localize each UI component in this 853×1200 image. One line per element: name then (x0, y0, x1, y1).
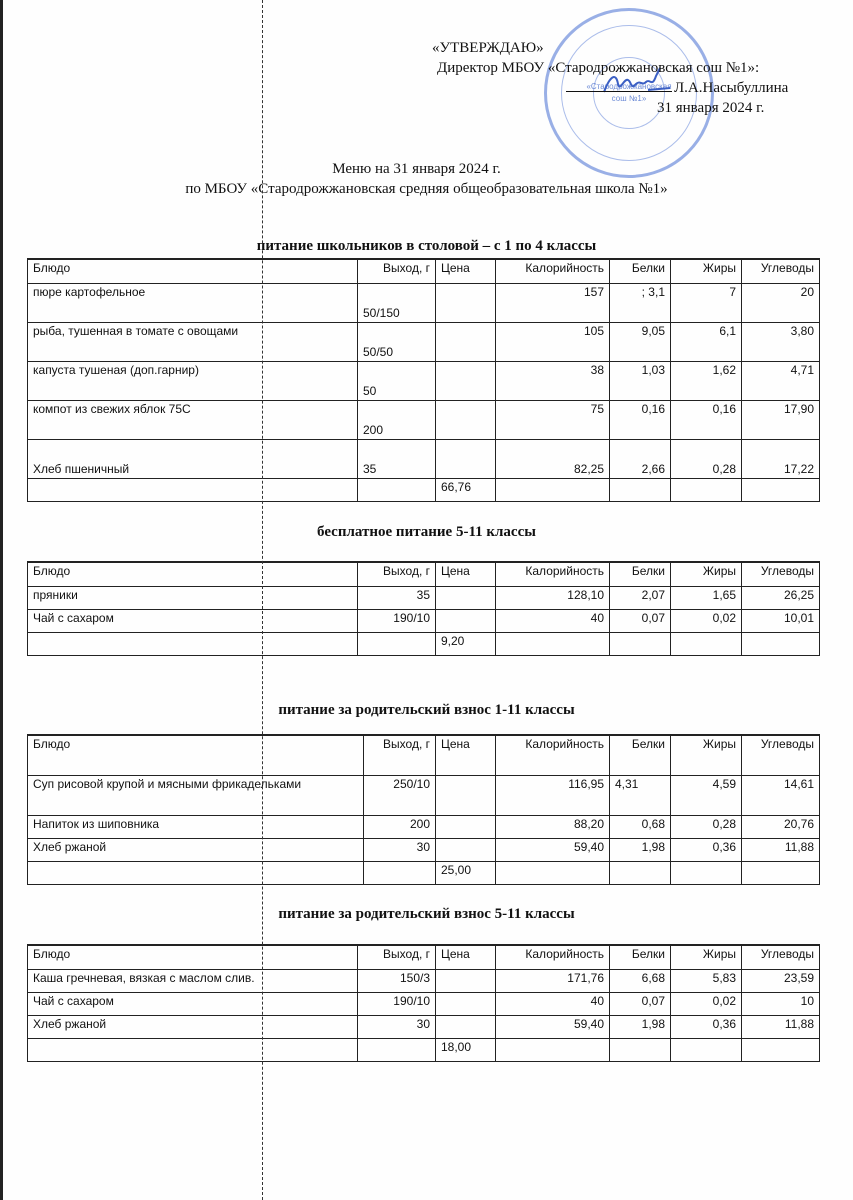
dish: капуста тушеная (доп.гарнир) (28, 361, 358, 400)
yield: 250/10 (364, 775, 436, 815)
col-protein: Белки (610, 562, 671, 586)
yield: 50 (358, 361, 436, 400)
dish: Каша гречневая, вязкая с маслом слив. (28, 969, 358, 992)
price (436, 322, 496, 361)
dish: Хлеб пшеничный (28, 439, 358, 478)
col-yield: Выход, г (358, 945, 436, 969)
table-row (28, 815, 820, 838)
menu-table-1-4-classes (27, 258, 820, 502)
empty-cell (671, 1038, 742, 1061)
dish: рыба, тушенная в томате с овощами (28, 322, 358, 361)
fat: 0,16 (671, 400, 742, 439)
kcal: 128,10 (496, 586, 610, 609)
table-row (28, 361, 820, 400)
carbs: 11,88 (742, 1015, 820, 1038)
col-carbs: Углеводы (742, 259, 820, 283)
empty-cell (496, 1038, 610, 1061)
price (436, 609, 496, 632)
empty-cell (358, 1038, 436, 1061)
empty-cell (496, 632, 610, 655)
col-yield: Выход, г (358, 259, 436, 283)
price (436, 992, 496, 1015)
menu-table-free-5-11 (27, 561, 820, 656)
col-fat: Жиры (671, 562, 742, 586)
fat: 0,02 (671, 992, 742, 1015)
protein: 0,68 (610, 815, 671, 838)
empty-cell (742, 632, 820, 655)
empty-cell (28, 861, 364, 884)
yield: 50/150 (358, 283, 436, 322)
col-kcal: Калорийность (496, 735, 610, 775)
empty-cell (496, 478, 610, 501)
dish: Хлеб ржаной (28, 1015, 358, 1038)
fat: 4,59 (671, 775, 742, 815)
document-subtitle: по МБОУ «Стародрожжановская средняя общеобразовательная школа №1» (185, 181, 668, 197)
protein: 1,98 (610, 1015, 671, 1038)
col-carbs: Углеводы (742, 945, 820, 969)
carbs: 23,59 (742, 969, 820, 992)
dish: пряники (28, 586, 358, 609)
signatory-name: Л.А.Насыбуллина (674, 80, 789, 96)
col-yield: Выход, г (364, 735, 436, 775)
yield: 200 (364, 815, 436, 838)
col-fat: Жиры (671, 259, 742, 283)
kcal: 105 (496, 322, 610, 361)
section-title: питание за родительский взнос 1-11 классы (278, 702, 575, 718)
yield: 150/3 (358, 969, 436, 992)
dish: Чай с сахаром (28, 992, 358, 1015)
protein: 0,07 (610, 609, 671, 632)
protein: 2,07 (610, 586, 671, 609)
menu-table-parents-5-11 (27, 944, 820, 1062)
empty-cell (364, 861, 436, 884)
total-price: 25,00 (436, 861, 496, 884)
yield: 30 (364, 838, 436, 861)
price (436, 400, 496, 439)
col-dish: Блюдо (28, 562, 358, 586)
col-price: Цена (436, 735, 496, 775)
fat: 5,83 (671, 969, 742, 992)
table-row (28, 775, 820, 815)
price (436, 1015, 496, 1038)
col-price: Цена (436, 945, 496, 969)
yield: 35 (358, 586, 436, 609)
table-row (28, 283, 820, 322)
dish: Напиток из шиповника (28, 815, 364, 838)
yield: 35 (358, 439, 436, 478)
col-protein: Белки (610, 945, 671, 969)
empty-cell (671, 861, 742, 884)
total-row (28, 1038, 820, 1061)
protein: 9,05 (610, 322, 671, 361)
protein: 1,98 (610, 838, 671, 861)
empty-cell (610, 632, 671, 655)
carbs: 4,71 (742, 361, 820, 400)
col-price: Цена (436, 562, 496, 586)
protein: ; 3,1 (610, 283, 671, 322)
price (436, 283, 496, 322)
table-row (28, 400, 820, 439)
total-row (28, 861, 820, 884)
section-title: бесплатное питание 5-11 классы (317, 524, 536, 540)
protein: 6,68 (610, 969, 671, 992)
kcal: 59,40 (496, 838, 610, 861)
col-dish: Блюдо (28, 259, 358, 283)
fat: 0,36 (671, 838, 742, 861)
table-row (28, 1015, 820, 1038)
col-kcal: Калорийность (496, 562, 610, 586)
kcal: 116,95 (496, 775, 610, 815)
total-price: 18,00 (436, 1038, 496, 1061)
fat: 0,28 (671, 815, 742, 838)
col-dish: Блюдо (28, 945, 358, 969)
empty-cell (742, 1038, 820, 1061)
scan-fold-line (262, 0, 263, 1200)
yield: 190/10 (358, 992, 436, 1015)
table-row (28, 838, 820, 861)
empty-cell (358, 478, 436, 501)
carbs: 26,25 (742, 586, 820, 609)
protein: 1,03 (610, 361, 671, 400)
table-header (28, 259, 820, 283)
approval-heading: «УТВЕРЖДАЮ» (432, 40, 544, 56)
kcal: 40 (496, 609, 610, 632)
col-fat: Жиры (671, 735, 742, 775)
carbs: 20 (742, 283, 820, 322)
yield: 200 (358, 400, 436, 439)
yield: 30 (358, 1015, 436, 1038)
carbs: 17,90 (742, 400, 820, 439)
kcal: 157 (496, 283, 610, 322)
carbs: 17,22 (742, 439, 820, 478)
empty-cell (28, 1038, 358, 1061)
kcal: 40 (496, 992, 610, 1015)
empty-cell (496, 861, 610, 884)
approval-date: 31 января 2024 г. (657, 100, 765, 116)
carbs: 11,88 (742, 838, 820, 861)
protein: 0,16 (610, 400, 671, 439)
scan-edge (0, 0, 3, 1200)
col-dish: Блюдо (28, 735, 364, 775)
col-carbs: Углеводы (742, 735, 820, 775)
price (436, 586, 496, 609)
empty-cell (742, 478, 820, 501)
table-row (28, 322, 820, 361)
carbs: 10 (742, 992, 820, 1015)
total-row (28, 478, 820, 501)
empty-cell (28, 632, 358, 655)
table-row (28, 609, 820, 632)
protein: 2,66 (610, 439, 671, 478)
price (436, 439, 496, 478)
table-row (28, 586, 820, 609)
fat: 6,1 (671, 322, 742, 361)
section-title: питание за родительский взнос 5-11 классы (278, 906, 575, 922)
stamp-text-line2: сош №1» (611, 94, 647, 103)
kcal: 88,20 (496, 815, 610, 838)
approval-position: Директор МБОУ «Стародрожжановская сош №1»: (437, 60, 760, 76)
price (436, 361, 496, 400)
total-row (28, 632, 820, 655)
empty-cell (671, 632, 742, 655)
document-title: Меню на 31 января 2024 г. (332, 161, 501, 177)
approval-signatory (566, 80, 788, 97)
table-row (28, 992, 820, 1015)
carbs: 10,01 (742, 609, 820, 632)
fat: 0,28 (671, 439, 742, 478)
col-kcal: Калорийность (496, 259, 610, 283)
col-protein: Белки (610, 735, 671, 775)
carbs: 20,76 (742, 815, 820, 838)
yield: 50/50 (358, 322, 436, 361)
empty-cell (610, 1038, 671, 1061)
protein: 0,07 (610, 992, 671, 1015)
dish: Хлеб ржаной (28, 838, 364, 861)
col-price: Цена (436, 259, 496, 283)
empty-cell (28, 478, 358, 501)
dish: компот из свежих яблок 75С (28, 400, 358, 439)
col-carbs: Углеводы (742, 562, 820, 586)
kcal: 75 (496, 400, 610, 439)
table-row (28, 439, 820, 478)
kcal: 59,40 (496, 1015, 610, 1038)
fat: 1,62 (671, 361, 742, 400)
empty-cell (671, 478, 742, 501)
carbs: 14,61 (742, 775, 820, 815)
price (436, 838, 496, 861)
empty-cell (610, 861, 671, 884)
dish: Чай с сахаром (28, 609, 358, 632)
price (436, 775, 496, 815)
table-row (28, 969, 820, 992)
dish: Суп рисовой крупой и мясными фрикадельками (28, 775, 364, 815)
total-price: 66,76 (436, 478, 496, 501)
col-protein: Белки (610, 259, 671, 283)
empty-cell (742, 861, 820, 884)
total-price: 9,20 (436, 632, 496, 655)
protein: 4,31 (610, 775, 671, 815)
empty-cell (610, 478, 671, 501)
fat: 1,65 (671, 586, 742, 609)
menu-table-parents-1-11 (27, 734, 820, 885)
yield: 190/10 (358, 609, 436, 632)
section-title: питание школьников в столовой – с 1 по 4 классы (256, 238, 597, 254)
dish: пюре картофельное (28, 283, 358, 322)
col-yield: Выход, г (358, 562, 436, 586)
fat: 0,36 (671, 1015, 742, 1038)
fat: 0,02 (671, 609, 742, 632)
signature-line (566, 91, 672, 92)
fat: 7 (671, 283, 742, 322)
table-header (28, 735, 820, 775)
table-header (28, 562, 820, 586)
kcal: 82,25 (496, 439, 610, 478)
col-kcal: Калорийность (496, 945, 610, 969)
carbs: 3,80 (742, 322, 820, 361)
price (436, 815, 496, 838)
kcal: 38 (496, 361, 610, 400)
kcal: 171,76 (496, 969, 610, 992)
stamp-text-line1: «Стародрожжановская (586, 82, 672, 91)
empty-cell (358, 632, 436, 655)
price (436, 969, 496, 992)
col-fat: Жиры (671, 945, 742, 969)
table-header (28, 945, 820, 969)
